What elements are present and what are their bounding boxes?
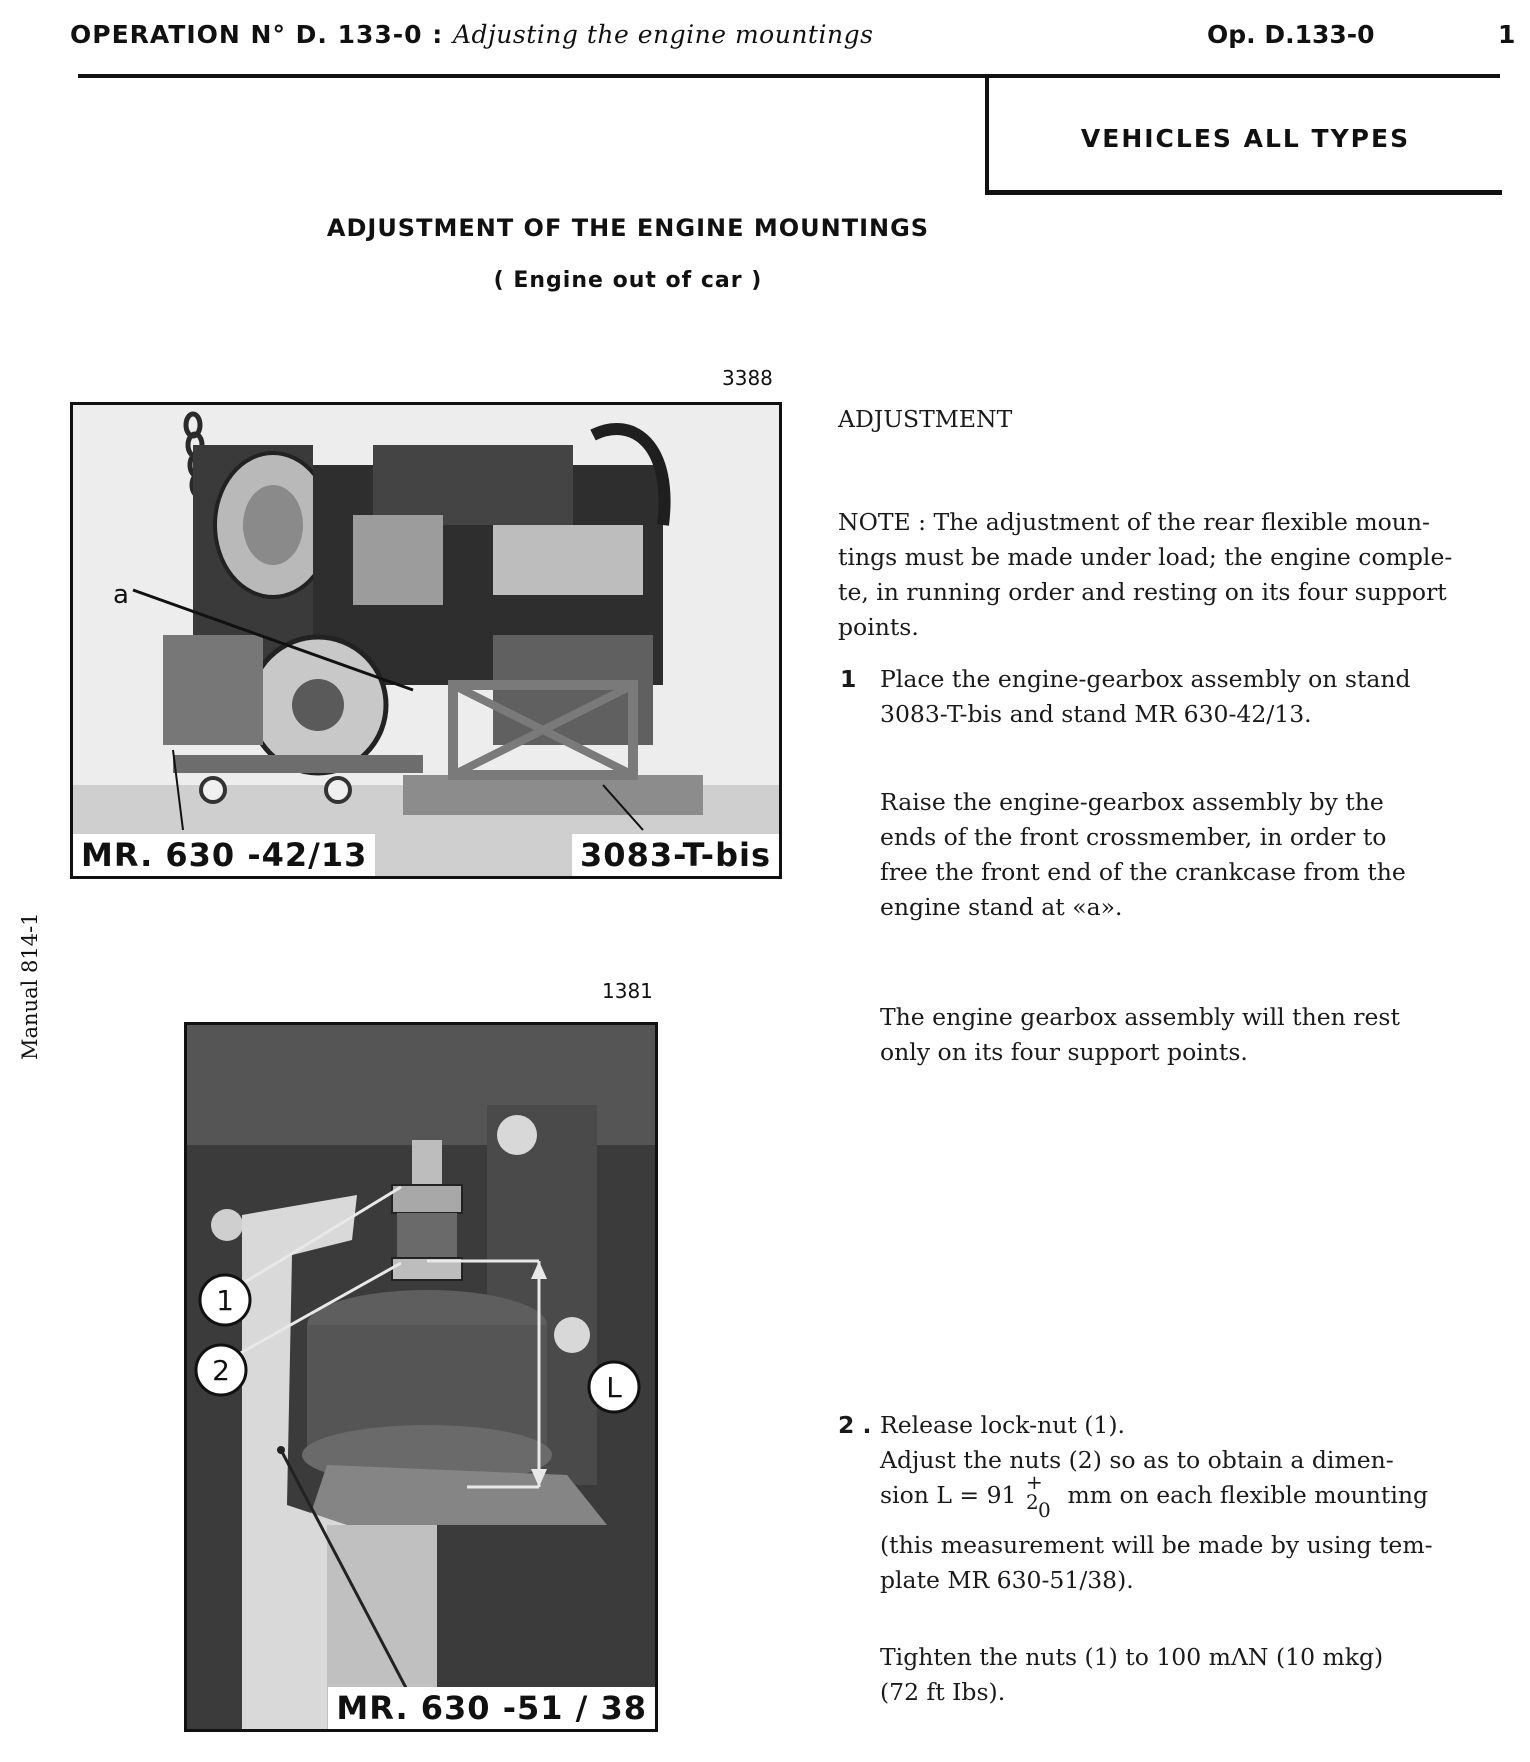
- tighten-line: Tighten the nuts (1) to 100 mΛN (10 mkg): [880, 1643, 1384, 1671]
- raise-line: free the front end of the crankcase from the: [880, 858, 1406, 886]
- step-2-line: Adjust the nuts (2) so as to obtain a dimen-: [880, 1446, 1394, 1474]
- tolerance-lower: 0: [1037, 1498, 1051, 1522]
- callout-2: 2: [212, 1354, 230, 1387]
- measurement-paragraph: [880, 1528, 1490, 1598]
- vehicle-box: [985, 78, 1502, 195]
- measurement-line: plate MR 630-51/38).: [880, 1566, 1134, 1594]
- page-number: 1: [1498, 20, 1516, 49]
- vehicle-types-label: VEHICLES ALL TYPES: [1080, 124, 1411, 153]
- raise-paragraph: [880, 785, 1480, 925]
- manual-reference: Manual 814-1: [18, 912, 42, 1060]
- tolerance: [1024, 1470, 1060, 1522]
- measurement-line: (this measurement will be made by using tem-: [880, 1531, 1433, 1559]
- tolerance-upper: + 2: [1025, 1470, 1043, 1514]
- note-line: te, in running order and resting on its four support: [838, 578, 1447, 606]
- page-title: ADJUSTMENT OF THE ENGINE MOUNTINGS: [326, 214, 930, 242]
- tighten-line: (72 ft Ibs).: [880, 1678, 1006, 1706]
- step-2-dimension-line: [880, 1470, 1490, 1522]
- figure-2-label-template: MR. 630 -51 / 38: [328, 1687, 655, 1729]
- operation-number: OPERATION N° D. 133-0 :: [70, 20, 444, 49]
- callout-a: a: [113, 580, 129, 610]
- figure-1-engine-photo: [70, 402, 782, 879]
- note-line: points.: [838, 613, 919, 641]
- raise-line: engine stand at «a».: [880, 893, 1123, 921]
- operation-subject: Adjusting the engine mountings: [453, 20, 874, 49]
- rest-paragraph: [880, 1000, 1480, 1070]
- step-1-line: 3083-T-bis and stand MR 630-42/13.: [880, 700, 1312, 728]
- callout-1: 1: [216, 1284, 234, 1317]
- figure-1-number: 3388: [722, 366, 773, 390]
- callout-L: L: [606, 1371, 622, 1404]
- figure-1-label-stand-3083: 3083-T-bis: [572, 834, 779, 876]
- page-subtitle: ( Engine out of car ): [493, 268, 763, 293]
- operation-reference: Op. D.133-0: [1207, 20, 1375, 49]
- note-line: tings must be made under load; the engine comple-: [838, 543, 1453, 571]
- step-2-text: [880, 1408, 1490, 1522]
- step-1-text: [880, 662, 1480, 732]
- figure-1-label-stand: MR. 630 -42/13: [73, 834, 375, 876]
- figure-2-mounting-photo: [184, 1022, 658, 1732]
- rest-line: only on its four support points.: [880, 1038, 1248, 1066]
- dimension-suffix: mm on each flexible mounting: [1067, 1481, 1429, 1509]
- operation-header: [70, 20, 873, 49]
- raise-line: ends of the front crossmember, in order to: [880, 823, 1387, 851]
- rest-line: The engine gearbox assembly will then rest: [880, 1003, 1400, 1031]
- figure-2-number: 1381: [602, 979, 653, 1003]
- dimension-text: sion L = 91: [880, 1481, 1017, 1509]
- step-1-number: 1: [840, 665, 857, 693]
- engine-on-stand-illustration: [73, 405, 779, 876]
- section-heading: ADJUSTMENT: [838, 405, 1013, 433]
- tighten-paragraph: [880, 1640, 1490, 1710]
- note-paragraph: [838, 505, 1478, 645]
- raise-line: Raise the engine-gearbox assembly by the: [880, 788, 1384, 816]
- note-line: NOTE : The adjustment of the rear flexible moun-: [838, 508, 1430, 536]
- step-2-line: Release lock-nut (1).: [880, 1411, 1126, 1439]
- step-1-line: Place the engine-gearbox assembly on stand: [880, 665, 1411, 693]
- flexible-mounting-illustration: [187, 1025, 655, 1729]
- step-2-number: 2 .: [838, 1411, 872, 1439]
